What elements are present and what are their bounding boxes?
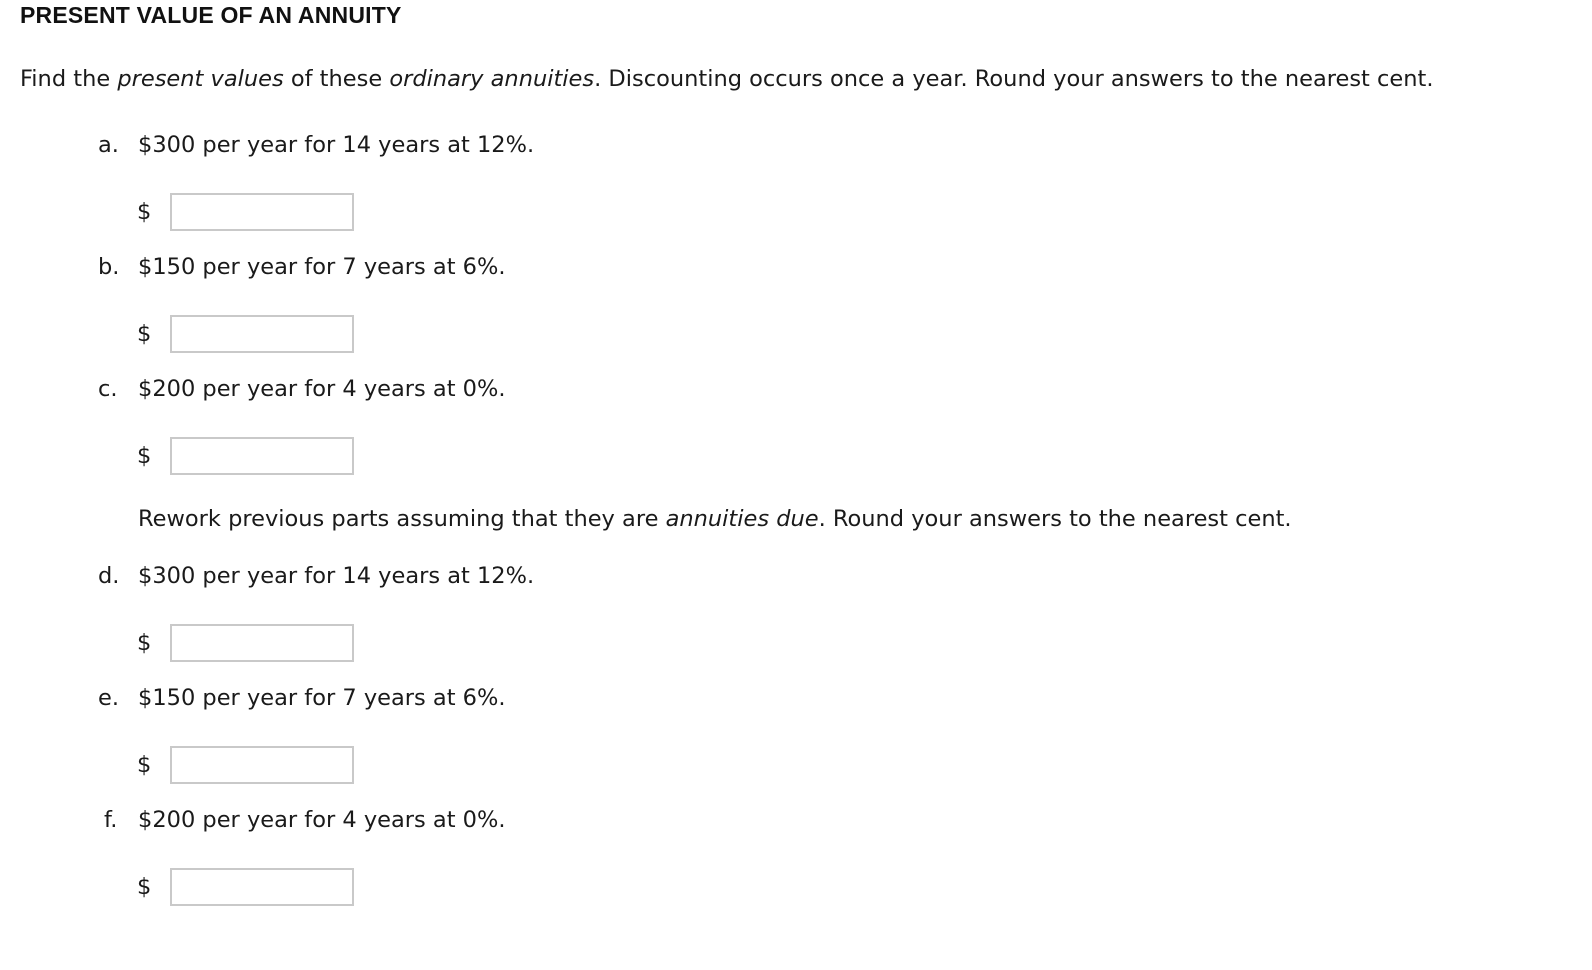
part-e-dollar-sign: $: [137, 752, 152, 778]
part-b-label: b.: [98, 254, 120, 280]
part-e-label: e.: [98, 685, 119, 711]
part-a-dollar-sign: $: [137, 199, 152, 225]
part-f-label: f.: [104, 807, 118, 833]
instruction-text: Find the: [20, 66, 118, 92]
instruction-emphasis: ordinary annuities: [389, 66, 595, 92]
part-c-label: c.: [98, 376, 118, 402]
part-c-dollar-sign: $: [137, 443, 152, 469]
instruction-text: . Round your answers to the nearest cent.: [818, 506, 1292, 532]
page-title: PRESENT VALUE OF AN ANNUITY: [20, 2, 402, 28]
instruction-ordinary: [20, 66, 1433, 92]
instruction-emphasis: present values: [117, 66, 284, 92]
part-c-answer-input[interactable]: [170, 437, 354, 475]
part-f-answer-input[interactable]: [170, 868, 354, 906]
part-f-dollar-sign: $: [137, 874, 152, 900]
part-a-label: a.: [98, 132, 119, 158]
part-f-question: $200 per year for 4 years at 0%.: [138, 807, 506, 833]
part-c-question: $200 per year for 4 years at 0%.: [138, 376, 506, 402]
instruction-text: . Discounting occurs once a year. Round your answers to the nearest cent.: [594, 66, 1434, 92]
instruction-annuities-due: [138, 506, 1292, 532]
part-d-question: $300 per year for 14 years at 12%.: [138, 563, 535, 589]
part-a-answer-input[interactable]: [170, 193, 354, 231]
part-d-answer-input[interactable]: [170, 624, 354, 662]
part-d-label: d.: [98, 563, 120, 589]
part-b-question: $150 per year for 7 years at 6%.: [138, 254, 506, 280]
part-e-answer-input[interactable]: [170, 746, 354, 784]
part-e-question: $150 per year for 7 years at 6%.: [138, 685, 506, 711]
part-d-dollar-sign: $: [137, 630, 152, 656]
part-b-answer-input[interactable]: [170, 315, 354, 353]
instruction-text: Rework previous parts assuming that they are: [138, 506, 666, 532]
instruction-emphasis: annuities due: [665, 506, 819, 532]
part-a-question: $300 per year for 14 years at 12%.: [138, 132, 535, 158]
part-b-dollar-sign: $: [137, 321, 152, 347]
instruction-text: of these: [283, 66, 390, 92]
